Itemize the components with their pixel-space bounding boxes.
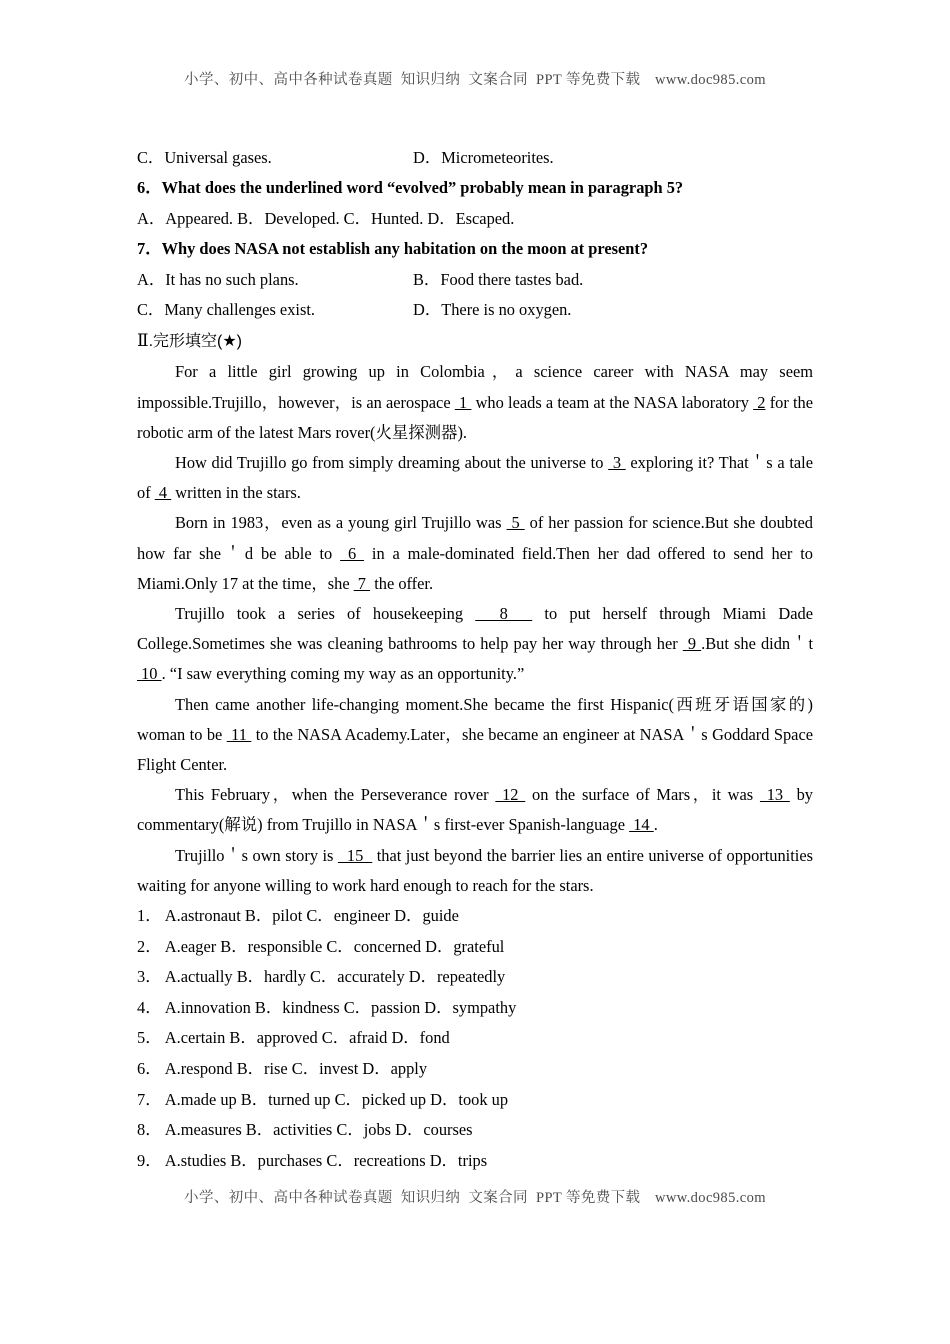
cloze-blank[interactable]: 12 [495,785,526,805]
cloze-option-number: 2． [137,936,162,956]
cloze-option-number: 5． [137,1028,162,1048]
cloze-option-row[interactable] [137,962,813,993]
cloze-text: .But she didn＇t [701,634,814,654]
cloze-option-number: 3． [137,967,162,987]
cloze-blank[interactable]: 15 [337,845,373,865]
cloze-blank[interactable]: 14 [629,815,654,835]
section-roman-numeral: Ⅱ [137,331,149,351]
cloze-text: in a male-dominated field.Then her dad offered to send her to Miami.Only 17 at the time，she [137,543,813,593]
cloze-text: Trujillo＇s own story is [175,845,338,865]
cloze-option-number: 7． [137,1089,162,1109]
cloze-text: of her passion for science.But she doubted how far she＇d be able to [137,513,813,563]
cloze-option-choices[interactable]: A.innovation B．kindness C．passion D．sympathy [161,997,517,1017]
cloze-paragraph [137,508,813,599]
cloze-blank[interactable]: 2 [753,392,766,412]
question-6-options: A．Appeared. B．Developed. C．Hunted. D．Escaped. [137,208,515,228]
cloze-option-row[interactable] [137,901,813,932]
question-7-options-row-1 [137,265,813,295]
cloze-text: Born in 1983，even as a young girl Trujillo was [175,513,507,533]
cloze-option-number: 6． [137,1059,162,1079]
cloze-text: on the surface of Mars，it was [525,785,760,805]
section-heading-label: .完形填空(★) [148,333,243,351]
cloze-text: This February，when the Perseverance rover [175,785,496,805]
cloze-option-number: 1． [137,906,162,926]
header-watermark-url: www.doc985.com [654,72,766,88]
cloze-option-choices[interactable]: A.respond B．rise C．invest D．apply [161,1059,428,1079]
cloze-paragraph [137,357,813,448]
question-7-option-a: A．It has no such plans. [137,269,299,289]
cloze-text: who leads a team at the NASA laboratory [471,392,754,412]
cloze-text: exploring it? That＇s a tale of [137,453,813,503]
cloze-option-choices[interactable]: A.astronaut B．pilot C．engineer D．guide [161,906,459,926]
cloze-blank[interactable]: 4 [154,483,172,503]
cloze-blank[interactable]: 1 [454,392,472,412]
cloze-text: written in the stars. [171,483,301,503]
cloze-text: by commentary(解说) from Trujillo in NASA＇s first-ever Spanish-language [137,785,813,835]
header-watermark [0,68,950,89]
cloze-option-row[interactable] [137,932,813,963]
cloze-paragraph [137,780,813,840]
cloze-option-row[interactable] [137,993,813,1024]
cloze-paragraph [137,690,813,781]
cloze-option-row[interactable] [137,1054,813,1085]
cloze-options-list [137,901,813,1176]
cloze-option-row[interactable] [137,1023,813,1054]
cloze-blank[interactable]: 5 [506,513,525,533]
cloze-blank[interactable]: 11 [226,724,252,744]
q5-options-tail-row [137,143,813,173]
cloze-text: for the robotic arm of the latest Mars rover(火星探测器). [137,392,814,442]
cloze-text: that just beyond the barrier lies an entire universe of opportunities waiting for anyone willing to work hard enough to reach for the stars. [137,845,813,895]
cloze-option-number: 9． [137,1150,162,1170]
cloze-blank[interactable]: 9 [682,634,702,654]
q5-option-d: D．Micrometeorites. [413,148,554,167]
cloze-text: Then came another life-changing moment.She became the first Hispanic(西班牙语国家的) woman to be [137,694,813,744]
cloze-option-choices[interactable]: A.made up B．turned up C．picked up D．took up [161,1089,509,1109]
cloze-text: . [653,815,658,835]
cloze-paragraph [137,599,813,690]
cloze-option-row[interactable] [137,1146,813,1177]
question-7-options-row-2 [137,295,813,325]
cloze-text: Trujillo took a series of housekeeping [175,604,476,624]
footer-watermark [0,1186,950,1207]
cloze-text: For a little girl growing up in Colombia，a science career with NASA may seem impossible.Trujillo，however，is an aerospace [137,362,813,412]
cloze-text: . “I saw everything coming my way as an opportunity.” [161,664,525,684]
footer-watermark-text: 小学、初中、高中各种试卷真题 知识归纳 文案合同 PPT 等免费下载 [184,1190,641,1206]
cloze-option-choices[interactable]: A.actually B．hardly C．accurately D．repeatedly [161,967,506,987]
cloze-paragraph [137,448,813,508]
question-7-option-c: C．Many challenges exist. [137,300,315,319]
cloze-blank[interactable]: 8 [475,604,533,624]
cloze-text: to the NASA Academy.Later，she became an engineer at NASA＇s Goddard Space Flight Center. [137,724,813,775]
cloze-text: to put herself through Miami Dade College.Sometimes she was cleaning bathrooms to help pay her way through her [137,604,813,654]
cloze-blank[interactable]: 13 [759,785,790,805]
cloze-option-choices[interactable]: A.certain B．approved C．afraid D．fond [161,1028,450,1048]
cloze-blank[interactable]: 3 [608,453,626,472]
cloze-option-number: 4． [137,997,162,1017]
cloze-option-row[interactable] [137,1085,813,1116]
footer-watermark-url: www.doc985.com [654,1190,766,1206]
question-6-stem: 6．What does the underlined word “evolved” probably mean in paragraph 5? [137,178,684,198]
cloze-text: How did Trujillo go from simply dreaming about the universe to [175,453,609,472]
cloze-blank[interactable]: 6 [340,543,365,563]
cloze-paragraph [137,841,813,901]
cloze-option-choices[interactable]: A.studies B．purchases C．recreations D．trips [161,1150,488,1170]
question-7-stem: 7．Why does NASA not establish any habitation on the moon at present? [137,239,649,259]
cloze-option-choices[interactable]: A.measures B．activities C．jobs D．courses [161,1120,473,1140]
cloze-blank[interactable]: 10 [137,664,162,684]
header-watermark-text: 小学、初中、高中各种试卷真题 知识归纳 文案合同 PPT 等免费下载 [184,72,641,88]
cloze-passage [137,357,813,901]
cloze-option-number: 8． [137,1120,162,1140]
question-7-option-b: B．Food there tastes bad. [413,269,584,289]
document-body [137,143,813,1176]
question-7-option-d: D．There is no oxygen. [413,300,572,319]
cloze-option-choices[interactable]: A.eager B．responsible C．concerned D．grateful [161,936,505,956]
cloze-blank[interactable]: 7 [353,573,371,593]
cloze-option-row[interactable] [137,1115,813,1146]
q5-option-c: C．Universal gases. [137,148,272,167]
section-heading-cloze [137,326,813,357]
cloze-text: the offer. [370,573,434,593]
